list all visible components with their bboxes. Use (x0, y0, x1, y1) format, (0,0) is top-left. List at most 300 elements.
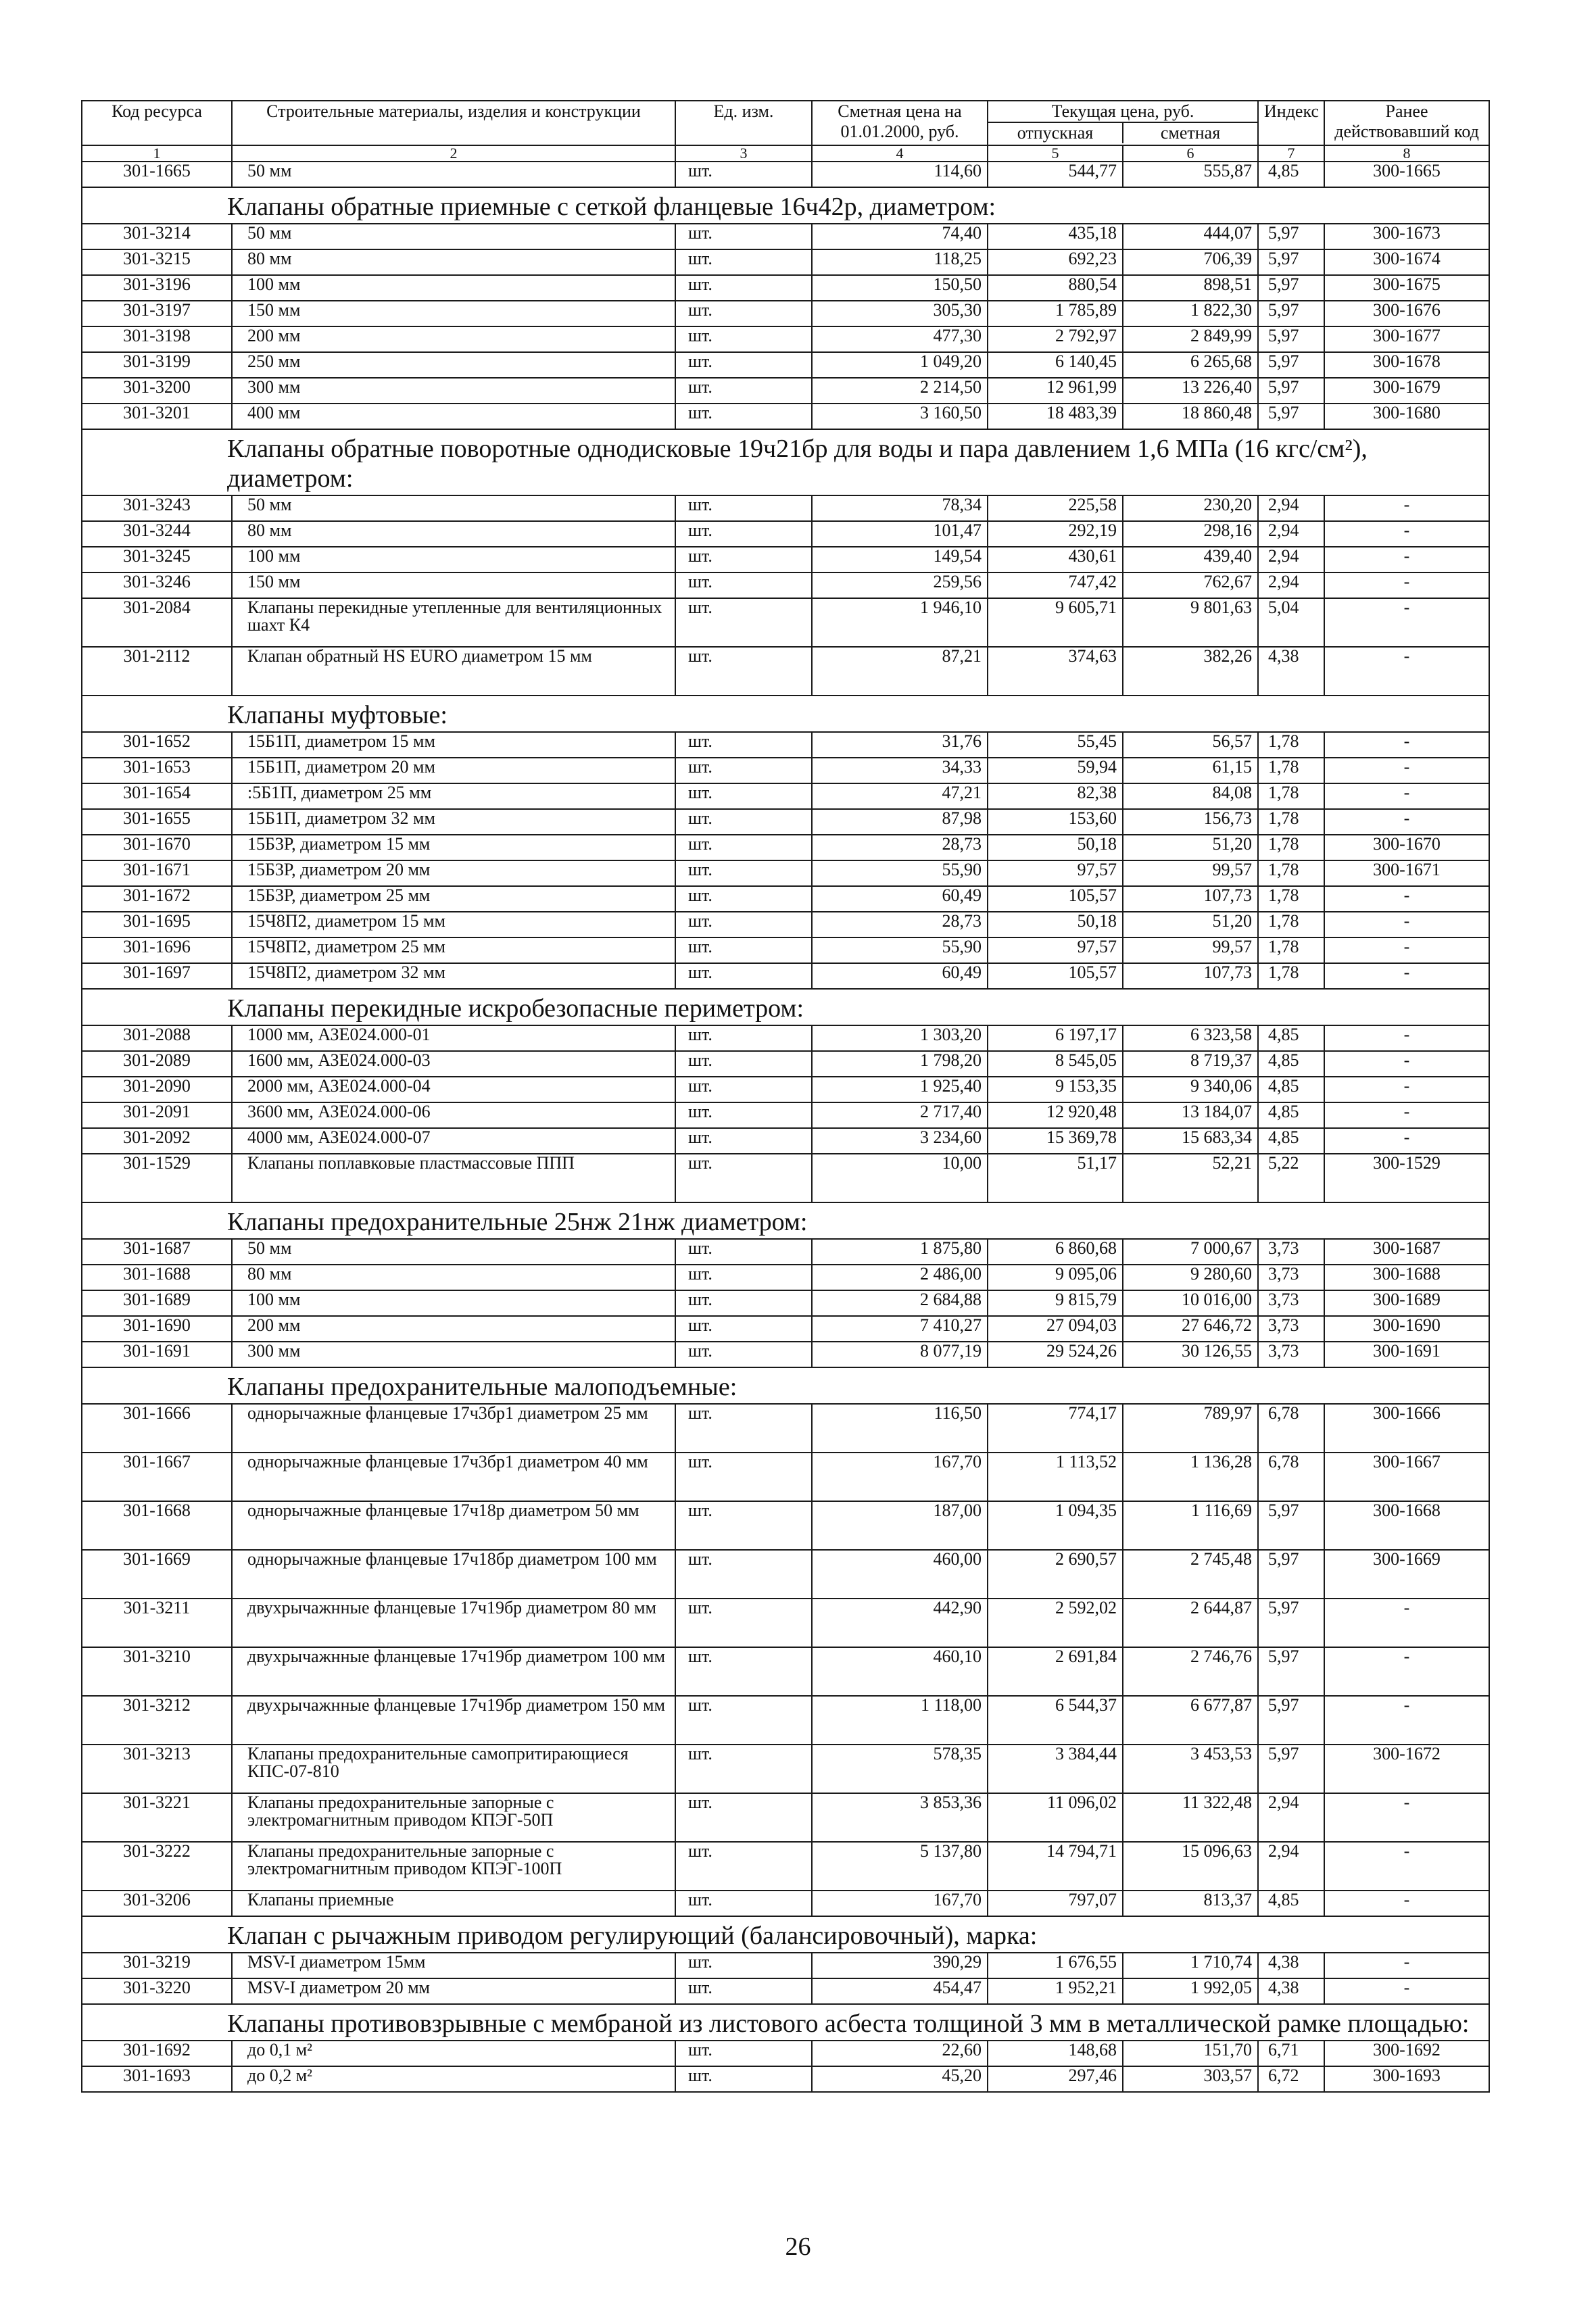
base-price-cell: 460,00 (812, 1550, 988, 1599)
estimate-price-cell: 3 453,53 (1123, 1745, 1258, 1793)
estimate-price-cell: 107,73 (1123, 886, 1258, 912)
release-price-cell: 692,23 (988, 249, 1123, 275)
material-name: Клапан обратный HS EURO диаметром 15 мм (232, 647, 675, 696)
material-name: 250 мм (232, 352, 675, 378)
base-price-cell: 74,40 (812, 224, 988, 249)
table-row (82, 783, 1489, 809)
header-base-price: Сметная цена на 01.01.2000, руб. (812, 101, 988, 145)
table-row (82, 1696, 1489, 1745)
column-number: 1 (82, 145, 232, 162)
material-name: 4000 мм, АЗЕ024.000-07 (232, 1128, 675, 1154)
estimate-price-cell: 61,15 (1123, 758, 1258, 783)
table-row (82, 1599, 1489, 1647)
release-price-cell: 105,57 (988, 886, 1123, 912)
index-cell: 5,97 (1258, 1501, 1324, 1550)
material-name: 1000 мм, АЗЕ024.000-01 (232, 1025, 675, 1051)
unit-cell: шт. (675, 1316, 812, 1342)
release-price-cell: 297,46 (988, 2066, 1123, 2092)
table-row (82, 2041, 1489, 2066)
unit-cell: шт. (675, 2066, 812, 2092)
material-name: MSV-I диаметром 20 мм (232, 1978, 675, 2004)
release-price-cell: 2 691,84 (988, 1647, 1123, 1696)
resource-code: 301-3221 (82, 1793, 232, 1842)
unit-cell: шт. (675, 1953, 812, 1978)
unit-cell: шт. (675, 301, 812, 326)
estimate-price-cell: 6 677,87 (1123, 1696, 1258, 1745)
material-name: 1600 мм, АЗЕ024.000-03 (232, 1051, 675, 1077)
prev-code-cell: 300-1675 (1324, 275, 1489, 301)
material-name: 80 мм (232, 249, 675, 275)
estimate-price-cell: 18 860,48 (1123, 404, 1258, 429)
prev-code-cell: - (1324, 495, 1489, 521)
table-row (82, 886, 1489, 912)
index-cell: 5,97 (1258, 1550, 1324, 1599)
prev-code-cell: - (1324, 1051, 1489, 1077)
base-price-cell: 45,20 (812, 2066, 988, 2092)
prev-code-cell: - (1324, 1953, 1489, 1978)
table-row (82, 224, 1489, 249)
resource-code: 301-2090 (82, 1077, 232, 1102)
resource-code: 301-3214 (82, 224, 232, 249)
unit-cell: шт. (675, 937, 812, 963)
base-price-cell: 60,49 (812, 963, 988, 989)
material-name: до 0,2 м² (232, 2066, 675, 2092)
base-price-cell: 454,47 (812, 1978, 988, 2004)
release-price-cell: 6 544,37 (988, 1696, 1123, 1745)
material-name: Клапаны предохранительные самопритирающиеся КПС-07-810 (232, 1745, 675, 1793)
unit-cell: шт. (675, 1842, 812, 1891)
unit-cell: шт. (675, 1453, 812, 1501)
table-row (82, 1501, 1489, 1550)
prev-code-cell: - (1324, 809, 1489, 835)
base-price-cell: 78,34 (812, 495, 988, 521)
estimate-price-cell: 51,20 (1123, 912, 1258, 937)
page-number: 26 (785, 2233, 811, 2261)
material-name: 15Б3Р, диаметром 15 мм (232, 835, 675, 860)
prev-code-cell: - (1324, 1102, 1489, 1128)
material-name: 3600 мм, АЗЕ024.000-06 (232, 1102, 675, 1128)
base-price-cell: 442,90 (812, 1599, 988, 1647)
table-row (82, 1978, 1489, 2004)
base-price-cell: 3 234,60 (812, 1128, 988, 1154)
prev-code-cell: - (1324, 912, 1489, 937)
prev-code-cell: - (1324, 1599, 1489, 1647)
base-price-cell: 116,50 (812, 1404, 988, 1453)
estimate-price-cell: 52,21 (1123, 1154, 1258, 1202)
estimate-price-cell: 27 646,72 (1123, 1316, 1258, 1342)
material-name: 15Б1П, диаметром 15 мм (232, 732, 675, 758)
index-cell: 5,22 (1258, 1154, 1324, 1202)
release-price-cell: 1 676,55 (988, 1953, 1123, 1978)
section-heading-row (82, 2004, 1489, 2041)
resource-code: 301-3219 (82, 1953, 232, 1978)
resource-code: 301-3210 (82, 1647, 232, 1696)
base-price-cell: 477,30 (812, 326, 988, 352)
unit-cell: шт. (675, 1696, 812, 1745)
base-price-cell: 1 049,20 (812, 352, 988, 378)
unit-cell: шт. (675, 835, 812, 860)
resource-code: 301-3201 (82, 404, 232, 429)
base-price-cell: 1 925,40 (812, 1077, 988, 1102)
table-row (82, 1793, 1489, 1842)
unit-cell: шт. (675, 352, 812, 378)
unit-cell: шт. (675, 1128, 812, 1154)
base-price-cell: 460,10 (812, 1647, 988, 1696)
table-row (82, 860, 1489, 886)
index-cell: 5,97 (1258, 1599, 1324, 1647)
resource-code: 301-1669 (82, 1550, 232, 1599)
estimate-price-cell: 56,57 (1123, 732, 1258, 758)
index-cell: 5,97 (1258, 404, 1324, 429)
index-cell: 6,71 (1258, 2041, 1324, 2066)
resource-code: 301-3198 (82, 326, 232, 352)
release-price-cell: 105,57 (988, 963, 1123, 989)
base-price-cell: 2 684,88 (812, 1290, 988, 1316)
table-row (82, 1842, 1489, 1891)
prev-code-cell: - (1324, 1696, 1489, 1745)
base-price-cell: 187,00 (812, 1501, 988, 1550)
base-price-cell: 22,60 (812, 2041, 988, 2066)
index-cell: 6,78 (1258, 1404, 1324, 1453)
section-heading: Клапаны противовзрывные с мембраной из листового асбеста толщиной 3 мм в металлической рамке площадью: (82, 2004, 1489, 2041)
material-name: Клапаны предохранительные запорные с электромагнитным приводом КПЭГ-50П (232, 1793, 675, 1842)
table-row (82, 547, 1489, 572)
prev-code-cell: - (1324, 732, 1489, 758)
prev-code-cell: 300-1668 (1324, 1501, 1489, 1550)
resource-code: 301-3245 (82, 547, 232, 572)
material-name: 50 мм (232, 224, 675, 249)
resource-code: 301-1668 (82, 1501, 232, 1550)
table-row (82, 835, 1489, 860)
release-price-cell: 8 545,05 (988, 1051, 1123, 1077)
unit-cell: шт. (675, 1599, 812, 1647)
section-heading-row (82, 1367, 1489, 1404)
index-cell: 5,97 (1258, 224, 1324, 249)
material-name: 15Ч8П2, диаметром 25 мм (232, 937, 675, 963)
estimate-price-cell: 84,08 (1123, 783, 1258, 809)
column-number: 6 (1123, 145, 1258, 162)
index-cell: 4,38 (1258, 1953, 1324, 1978)
unit-cell: шт. (675, 1978, 812, 2004)
material-name: 400 мм (232, 404, 675, 429)
unit-cell: шт. (675, 1265, 812, 1290)
index-cell: 2,94 (1258, 1842, 1324, 1891)
column-number: 8 (1324, 145, 1489, 162)
unit-cell: шт. (675, 963, 812, 989)
table-row (82, 732, 1489, 758)
unit-cell: шт. (675, 886, 812, 912)
base-price-cell: 167,70 (812, 1891, 988, 1916)
material-name: 150 мм (232, 572, 675, 598)
table-row (82, 1550, 1489, 1599)
base-price-cell: 305,30 (812, 301, 988, 326)
estimate-price-cell: 444,07 (1123, 224, 1258, 249)
prev-code-cell: - (1324, 647, 1489, 696)
prev-code-cell: 300-1678 (1324, 352, 1489, 378)
table-row (82, 495, 1489, 521)
prev-code-cell: - (1324, 783, 1489, 809)
base-price-cell: 2 214,50 (812, 378, 988, 404)
base-price-cell: 3 853,36 (812, 1793, 988, 1842)
release-price-cell: 50,18 (988, 835, 1123, 860)
index-cell: 1,78 (1258, 732, 1324, 758)
index-cell: 4,85 (1258, 1025, 1324, 1051)
material-name: двухрычажнные фланцевые 17ч19бр диаметром 80 мм (232, 1599, 675, 1647)
unit-cell: шт. (675, 809, 812, 835)
unit-cell: шт. (675, 1793, 812, 1842)
index-cell: 4,85 (1258, 1891, 1324, 1916)
release-price-cell: 797,07 (988, 1891, 1123, 1916)
material-name: :5Б1П, диаметром 25 мм (232, 783, 675, 809)
unit-cell: шт. (675, 783, 812, 809)
table-row (82, 1128, 1489, 1154)
resource-code: 301-2089 (82, 1051, 232, 1077)
header-index: Индекс (1258, 101, 1324, 145)
index-cell: 1,78 (1258, 886, 1324, 912)
table-row (82, 1239, 1489, 1265)
prev-code-cell: - (1324, 963, 1489, 989)
material-name: двухрычажнные фланцевые 17ч19бр диаметром 100 мм (232, 1647, 675, 1696)
section-heading: Клапаны предохранительные малоподъемные: (82, 1367, 1489, 1404)
table-row (82, 1077, 1489, 1102)
table-row (82, 326, 1489, 352)
release-price-cell: 6 860,68 (988, 1239, 1123, 1265)
prev-code-cell: 300-1680 (1324, 404, 1489, 429)
unit-cell: шт. (675, 1647, 812, 1696)
release-price-cell: 1 785,89 (988, 301, 1123, 326)
material-name: до 0,1 м² (232, 2041, 675, 2066)
estimate-price-cell: 2 849,99 (1123, 326, 1258, 352)
prev-code-cell: 300-1673 (1324, 224, 1489, 249)
table-row (82, 937, 1489, 963)
release-price-cell: 1 952,21 (988, 1978, 1123, 2004)
estimate-price-cell: 439,40 (1123, 547, 1258, 572)
release-price-cell: 97,57 (988, 937, 1123, 963)
table-row (82, 1025, 1489, 1051)
resource-code: 301-2092 (82, 1128, 232, 1154)
resource-code: 301-3222 (82, 1842, 232, 1891)
release-price-cell: 544,77 (988, 162, 1123, 187)
base-price-cell: 1 875,80 (812, 1239, 988, 1265)
material-name: 80 мм (232, 1265, 675, 1290)
estimate-price-cell: 2 644,87 (1123, 1599, 1258, 1647)
base-price-cell: 167,70 (812, 1453, 988, 1501)
material-name: 15Ч8П2, диаметром 15 мм (232, 912, 675, 937)
estimate-price-cell: 99,57 (1123, 860, 1258, 886)
index-cell: 3,73 (1258, 1239, 1324, 1265)
release-price-cell: 6 140,45 (988, 352, 1123, 378)
table-body (82, 162, 1489, 2092)
index-cell: 4,85 (1258, 1051, 1324, 1077)
table-row (82, 647, 1489, 696)
prev-code-cell: - (1324, 1978, 1489, 2004)
index-cell: 6,78 (1258, 1453, 1324, 1501)
index-cell: 1,78 (1258, 809, 1324, 835)
material-name: 15Б1П, диаметром 32 мм (232, 809, 675, 835)
material-name: 50 мм (232, 495, 675, 521)
resource-code: 301-1670 (82, 835, 232, 860)
unit-cell: шт. (675, 1404, 812, 1453)
release-price-cell: 18 483,39 (988, 404, 1123, 429)
resource-code: 301-3215 (82, 249, 232, 275)
index-cell: 2,94 (1258, 495, 1324, 521)
estimate-price-cell: 10 016,00 (1123, 1290, 1258, 1316)
resource-code: 301-1689 (82, 1290, 232, 1316)
section-heading: Клапан с рычажным приводом регулирующий (балансировочный), марка: (82, 1916, 1489, 1953)
index-cell: 4,85 (1258, 1077, 1324, 1102)
prev-code-cell: - (1324, 521, 1489, 547)
index-cell: 4,38 (1258, 647, 1324, 696)
index-cell: 3,73 (1258, 1265, 1324, 1290)
table-row (82, 1453, 1489, 1501)
unit-cell: шт. (675, 1745, 812, 1793)
index-cell: 1,78 (1258, 912, 1324, 937)
release-price-cell: 1 094,35 (988, 1501, 1123, 1550)
base-price-cell: 87,21 (812, 647, 988, 696)
base-price-cell: 1 946,10 (812, 598, 988, 647)
material-name: однорычажные фланцевые 17ч18р диаметром 50 мм (232, 1501, 675, 1550)
unit-cell: шт. (675, 1290, 812, 1316)
unit-cell: шт. (675, 378, 812, 404)
index-cell: 5,04 (1258, 598, 1324, 647)
unit-cell: шт. (675, 647, 812, 696)
material-name: 50 мм (232, 1239, 675, 1265)
header-current-price: Текущая цена, руб. (988, 101, 1257, 123)
index-cell: 1,78 (1258, 783, 1324, 809)
prev-code-cell: 300-1687 (1324, 1239, 1489, 1265)
resource-code: 301-3220 (82, 1978, 232, 2004)
table-row (82, 809, 1489, 835)
release-price-cell: 747,42 (988, 572, 1123, 598)
section-heading: Клапаны обратные поворотные однодисковые 19ч21бр для воды и пара давлением 1,6 МПа (16 кгс/см²), диаметром: (82, 429, 1489, 495)
prev-code-cell: - (1324, 1077, 1489, 1102)
prev-code-cell: 300-1679 (1324, 378, 1489, 404)
material-name: 80 мм (232, 521, 675, 547)
resource-code: 301-1693 (82, 2066, 232, 2092)
index-cell: 5,97 (1258, 378, 1324, 404)
unit-cell: шт. (675, 224, 812, 249)
material-name: Клапаны перекидные утепленные для вентиляционных шахт К4 (232, 598, 675, 647)
estimate-price-cell: 382,26 (1123, 647, 1258, 696)
release-price-cell: 430,61 (988, 547, 1123, 572)
resource-code: 301-1529 (82, 1154, 232, 1202)
unit-cell: шт. (675, 1550, 812, 1599)
index-cell: 2,94 (1258, 1793, 1324, 1842)
estimate-price-cell: 813,37 (1123, 1891, 1258, 1916)
release-price-cell: 2 792,97 (988, 326, 1123, 352)
index-cell: 5,97 (1258, 326, 1324, 352)
index-cell: 3,73 (1258, 1290, 1324, 1316)
prev-code-cell: 300-1671 (1324, 860, 1489, 886)
prev-code-cell: - (1324, 1647, 1489, 1696)
base-price-cell: 87,98 (812, 809, 988, 835)
release-price-cell: 435,18 (988, 224, 1123, 249)
estimate-price-cell: 107,73 (1123, 963, 1258, 989)
material-name: Клапаны поплавковые пластмассовые ППП (232, 1154, 675, 1202)
material-name: 15Б3Р, диаметром 20 мм (232, 860, 675, 886)
material-name: 100 мм (232, 547, 675, 572)
prev-code-cell: 300-1674 (1324, 249, 1489, 275)
estimate-price-cell: 15 096,63 (1123, 1842, 1258, 1891)
unit-cell: шт. (675, 1239, 812, 1265)
header-name: Строительные материалы, изделия и конструкции (232, 101, 675, 145)
table-row (82, 1745, 1489, 1793)
material-name: 100 мм (232, 1290, 675, 1316)
header-unit: Ед. изм. (675, 101, 812, 145)
estimate-price-cell: 1 116,69 (1123, 1501, 1258, 1550)
table-row (82, 912, 1489, 937)
index-cell: 1,78 (1258, 937, 1324, 963)
base-price-cell: 28,73 (812, 835, 988, 860)
resource-code: 301-1687 (82, 1239, 232, 1265)
estimate-price-cell: 6 265,68 (1123, 352, 1258, 378)
material-name: Клапаны предохранительные запорные с электромагнитным приводом КПЭГ-100П (232, 1842, 675, 1891)
table-row (82, 1404, 1489, 1453)
table-row (82, 404, 1489, 429)
base-price-cell: 7 410,27 (812, 1316, 988, 1342)
estimate-price-cell: 99,57 (1123, 937, 1258, 963)
resource-code: 301-1652 (82, 732, 232, 758)
table-header-row (82, 101, 1489, 145)
unit-cell: шт. (675, 547, 812, 572)
material-name: MSV-I диаметром 15мм (232, 1953, 675, 1978)
prev-code-cell: 300-1665 (1324, 162, 1489, 187)
table-row (82, 521, 1489, 547)
estimate-price-cell: 298,16 (1123, 521, 1258, 547)
resource-code: 301-1667 (82, 1453, 232, 1501)
prev-code-cell: 300-1667 (1324, 1453, 1489, 1501)
release-price-cell: 55,45 (988, 732, 1123, 758)
unit-cell: шт. (675, 860, 812, 886)
index-cell: 5,97 (1258, 1696, 1324, 1745)
resource-code: 301-1691 (82, 1342, 232, 1367)
prev-code-cell: 300-1691 (1324, 1342, 1489, 1367)
resource-code: 301-3200 (82, 378, 232, 404)
unit-cell: шт. (675, 1342, 812, 1367)
resource-code: 301-1692 (82, 2041, 232, 2066)
resource-code: 301-3196 (82, 275, 232, 301)
table-row (82, 249, 1489, 275)
header-code: Код ресурса (82, 101, 232, 145)
index-cell: 4,85 (1258, 162, 1324, 187)
material-name: 100 мм (232, 275, 675, 301)
unit-cell: шт. (675, 572, 812, 598)
index-cell: 2,94 (1258, 547, 1324, 572)
material-name: 300 мм (232, 378, 675, 404)
estimate-price-cell: 13 184,07 (1123, 1102, 1258, 1128)
base-price-cell: 60,49 (812, 886, 988, 912)
release-price-cell: 225,58 (988, 495, 1123, 521)
base-price-cell: 1 303,20 (812, 1025, 988, 1051)
resource-code: 301-3246 (82, 572, 232, 598)
material-name: 50 мм (232, 162, 675, 187)
resource-code: 301-1696 (82, 937, 232, 963)
estimate-price-cell: 230,20 (1123, 495, 1258, 521)
prev-code-cell: 300-1676 (1324, 301, 1489, 326)
estimate-price-cell: 7 000,67 (1123, 1239, 1258, 1265)
material-name: 15Б1П, диаметром 20 мм (232, 758, 675, 783)
base-price-cell: 28,73 (812, 912, 988, 937)
section-heading-row (82, 429, 1489, 495)
estimate-price-cell: 13 226,40 (1123, 378, 1258, 404)
index-cell: 5,97 (1258, 249, 1324, 275)
material-name: 15Б3Р, диаметром 25 мм (232, 886, 675, 912)
index-cell: 4,38 (1258, 1978, 1324, 2004)
table-row (82, 1953, 1489, 1978)
unit-cell: шт. (675, 598, 812, 647)
resource-code: 301-3212 (82, 1696, 232, 1745)
base-price-cell: 5 137,80 (812, 1842, 988, 1891)
